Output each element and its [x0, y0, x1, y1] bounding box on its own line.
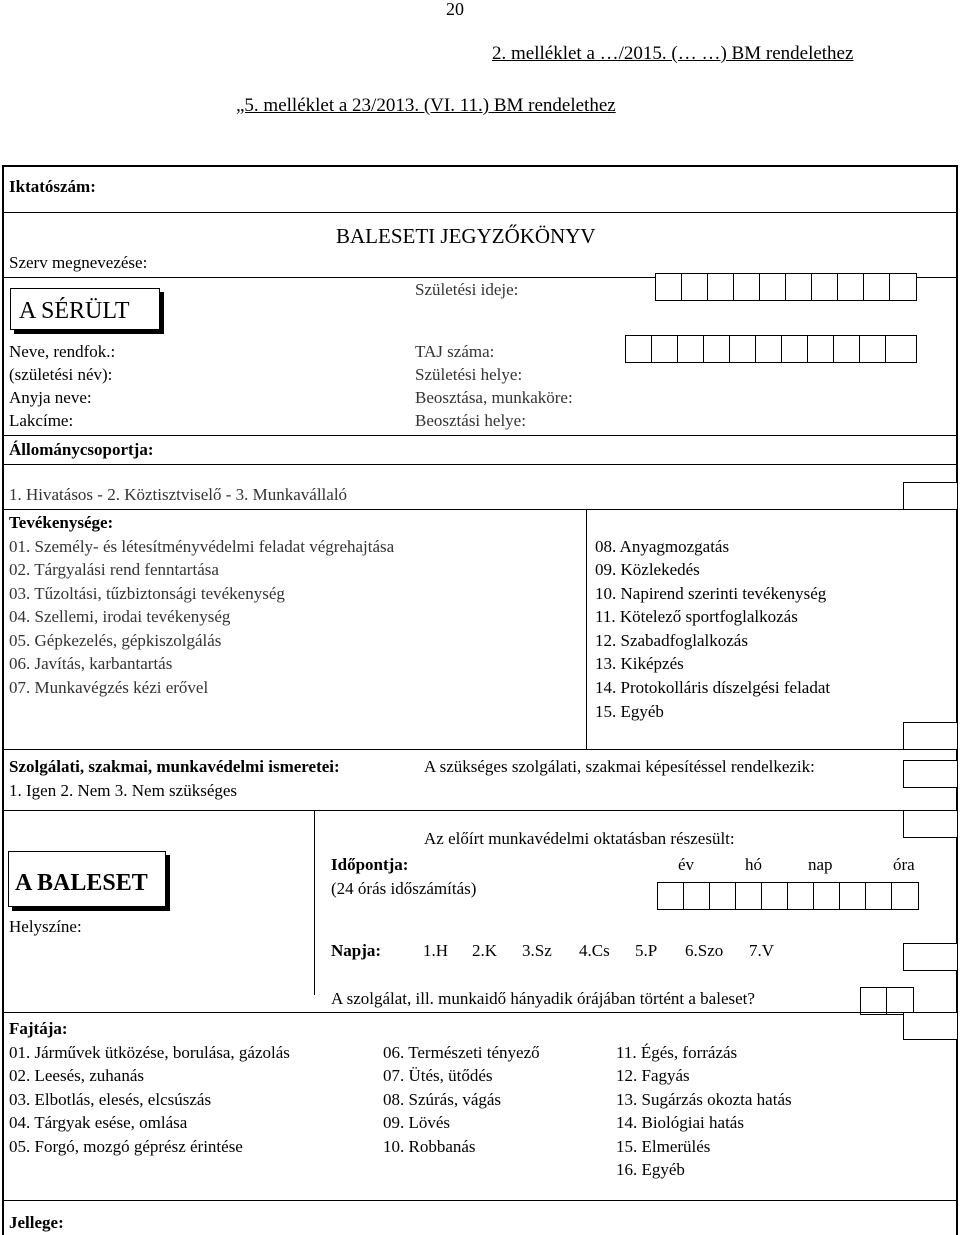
qualification-label: A szükséges szolgálati, szakmai képesítéssel rendelkezik: [424, 757, 815, 776]
staff-group-options: 1. Hivatásos - 2. Köztisztviselő - 3. Munkavállaló [9, 485, 348, 504]
type-item: 05. Forgó, mozgó géprész érintése [9, 1137, 243, 1156]
activity-item: 07. Munkavégzés kézi erővel [9, 678, 209, 697]
activity-item: 08. Anyagmozgatás [595, 537, 730, 556]
activity-item: 06. Javítás, karbantartás [9, 654, 173, 673]
birth-place-label: Születési helye: [415, 365, 523, 384]
birth-date-cell[interactable] [837, 273, 865, 301]
taj-cell[interactable] [781, 335, 809, 363]
type-item: 03. Elbotlás, elesés, elcsúszás [9, 1090, 212, 1109]
character-label: Jellege: [9, 1213, 64, 1232]
birth-name-label: (születési név): [9, 365, 113, 384]
activity-item: 12. Szabadfoglalkozás [595, 631, 748, 650]
activity-item: 02. Tárgyalási rend fenntartása [9, 560, 219, 579]
divider [2, 212, 958, 213]
name-label: Neve, rendfok.: [9, 342, 116, 361]
birth-date-cell[interactable] [889, 273, 917, 301]
day-option: 1.H [423, 941, 449, 960]
day-option: 6.Szo [685, 941, 724, 960]
time-cell[interactable] [657, 882, 685, 910]
birth-date-cell[interactable] [733, 273, 761, 301]
birth-date-cell[interactable] [681, 273, 709, 301]
taj-cell[interactable] [729, 335, 757, 363]
divider [2, 1200, 958, 1201]
birth-date-cell[interactable] [863, 273, 891, 301]
birth-date-cell[interactable] [785, 273, 813, 301]
divider [2, 435, 958, 436]
activity-item: 15. Egyéb [595, 702, 664, 721]
divider [2, 749, 958, 750]
time-cell[interactable] [839, 882, 867, 910]
birth-date-label: Születési ideje: [415, 280, 519, 299]
training-cell[interactable] [903, 810, 958, 838]
time-label: Időpontja: [331, 855, 409, 874]
accident-section-header [8, 851, 166, 907]
time-unit-year: év [678, 855, 695, 874]
activity-item: 03. Tűzoltási, tűzbiztonsági tevékenység [9, 584, 285, 603]
activity-item: 05. Gépkezelés, gépkiszolgálás [9, 631, 222, 650]
taj-cell[interactable] [859, 335, 887, 363]
type-item: 15. Elmerülés [616, 1137, 711, 1156]
type-item: 02. Leesés, zuhanás [9, 1066, 145, 1085]
day-option: 4.Cs [579, 941, 610, 960]
activity-item: 01. Személy- és létesítményvédelmi feladat végrehajtása [9, 537, 395, 556]
knowledge-options: 1. Igen 2. Nem 3. Nem szükséges [9, 781, 238, 800]
day-option: 5.P [635, 941, 658, 960]
staff-group-label: Állománycsoportja: [9, 440, 154, 459]
szerv-label: Szerv megnevezése: [9, 253, 148, 272]
activity-label: Tevékenysége: [9, 513, 114, 532]
taj-cell[interactable] [755, 335, 783, 363]
type-item: 13. Sugárzás okozta hatás [616, 1090, 792, 1109]
taj-label: TAJ száma: [415, 342, 495, 361]
time-cell[interactable] [787, 882, 815, 910]
type-label: Fajtája: [9, 1019, 68, 1038]
time-cell[interactable] [813, 882, 841, 910]
time-note: (24 órás időszámítás) [331, 879, 477, 898]
iktatoszam-label: Iktatószám: [9, 177, 96, 196]
taj-cell[interactable] [625, 335, 653, 363]
day-option: 7.V [749, 941, 775, 960]
taj-cell[interactable] [677, 335, 705, 363]
type-item: 06. Természeti tényező [383, 1043, 540, 1062]
position-label: Beosztása, munkaköre: [415, 388, 573, 407]
activity-item: 14. Protokolláris díszelgési feladat [595, 678, 831, 697]
taj-cell[interactable] [885, 335, 917, 363]
type-item: 14. Biológiai hatás [616, 1113, 744, 1132]
activity-item: 10. Napirend szerinti tevékenység [595, 584, 827, 603]
activity-item: 11. Kötelező sportfoglalkozás [595, 607, 798, 626]
qualification-cell[interactable] [903, 760, 958, 788]
time-cell[interactable] [865, 882, 893, 910]
taj-cell[interactable] [703, 335, 731, 363]
type-item: 11. Égés, forrázás [616, 1043, 738, 1062]
divider [2, 810, 958, 811]
day-label: Napja: [331, 941, 382, 960]
posting-label: Beosztási helye: [415, 411, 526, 430]
activity-item: 13. Kiképzés [595, 654, 684, 673]
hour-cell[interactable] [860, 987, 888, 1015]
annex-reference-2: „5. melléklet a 23/2013. (VI. 11.) BM rendelethez [236, 95, 616, 116]
day-code-cell[interactable] [903, 943, 958, 971]
day-option: 2.K [472, 941, 498, 960]
accident-column-divider [314, 810, 315, 995]
divider [2, 509, 958, 510]
annex-reference-1: 2. melléklet a …/2015. (… …) BM rendelethez [492, 43, 854, 64]
time-unit-month: hó [745, 855, 762, 874]
type-item: 12. Fagyás [616, 1066, 690, 1085]
page-number: 20 [446, 0, 464, 19]
activity-code-cell[interactable] [903, 722, 958, 750]
time-cell[interactable] [683, 882, 711, 910]
activity-column-divider [586, 509, 587, 749]
time-cell[interactable] [761, 882, 789, 910]
training-label: Az előírt munkavédelmi oktatásban részesült: [424, 829, 735, 848]
location-label: Helyszíne: [9, 917, 82, 936]
hour-question: A szolgálat, ill. munkaidő hányadik órájában történt a baleset? [331, 989, 755, 1008]
type-item: 07. Ütés, ütődés [383, 1066, 493, 1085]
accident-header-text: A BALESET [15, 870, 148, 896]
time-unit-day: nap [808, 855, 833, 874]
activity-item: 09. Közlekedés [595, 560, 700, 579]
day-option: 3.Sz [522, 941, 552, 960]
type-item: 08. Szúrás, vágás [383, 1090, 502, 1109]
time-cell[interactable] [709, 882, 737, 910]
type-item: 16. Egyéb [616, 1160, 685, 1179]
birth-date-cell[interactable] [655, 273, 683, 301]
activity-item: 04. Szellemi, irodai tevékenység [9, 607, 231, 626]
address-label: Lakcíme: [9, 411, 74, 430]
time-cell[interactable] [735, 882, 763, 910]
divider [2, 1012, 958, 1013]
taj-cell[interactable] [833, 335, 861, 363]
taj-cell[interactable] [651, 335, 679, 363]
divider [2, 464, 958, 465]
type-code-cell[interactable] [903, 1012, 958, 1040]
birth-date-cell[interactable] [759, 273, 787, 301]
knowledge-label: Szolgálati, szakmai, munkavédelmi ismeretei: [9, 757, 340, 776]
hour-cell[interactable] [886, 987, 914, 1015]
type-item: 09. Lövés [383, 1113, 451, 1132]
form-title: BALESETI JEGYZŐKÖNYV [336, 224, 596, 248]
mother-name-label: Anyja neve: [9, 388, 92, 407]
form-right-border [956, 165, 958, 1235]
birth-date-cell[interactable] [707, 273, 735, 301]
type-item: 10. Robbanás [383, 1137, 476, 1156]
form-left-border [2, 165, 4, 1235]
time-cell[interactable] [891, 882, 919, 910]
type-item: 04. Tárgyak esése, omlása [9, 1113, 188, 1132]
taj-cell[interactable] [807, 335, 835, 363]
injured-section-header [10, 288, 160, 330]
injured-header-text: A SÉRÜLT [19, 298, 130, 324]
time-unit-hour: óra [893, 855, 915, 874]
birth-date-cell[interactable] [811, 273, 839, 301]
type-item: 01. Járművek ütközése, borulása, gázolás [9, 1043, 290, 1062]
form-top-border [2, 165, 958, 167]
staff-group-code-cell[interactable] [903, 482, 958, 510]
